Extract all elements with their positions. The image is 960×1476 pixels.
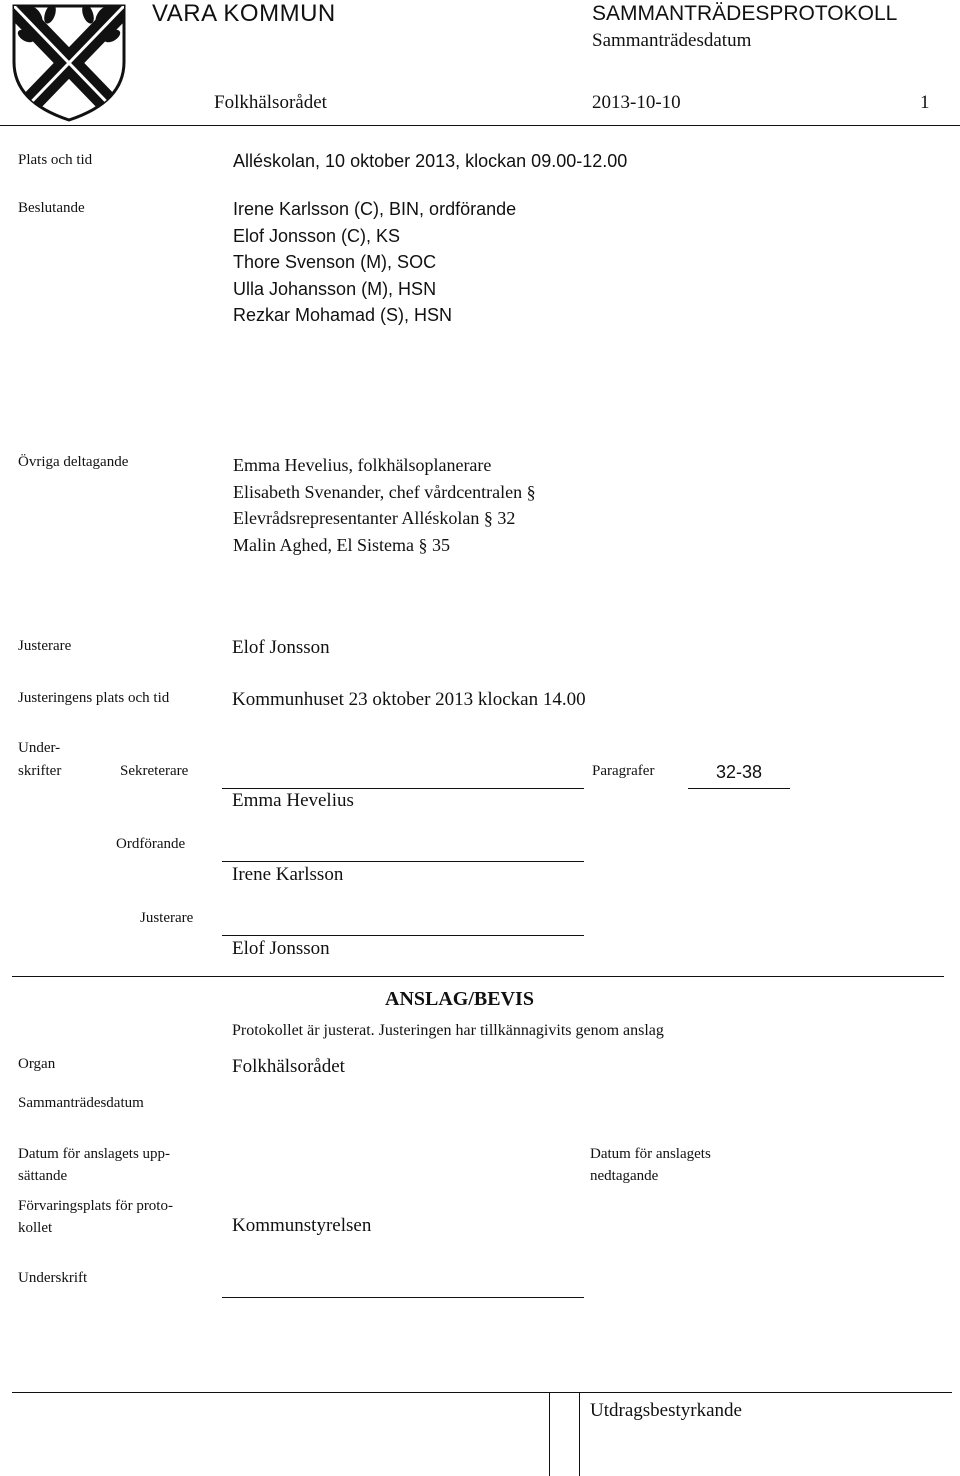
municipality-name: VARA KOMMUN bbox=[152, 0, 336, 27]
paragraphs-value: 32-38 bbox=[716, 762, 763, 782]
adjuster-signature-line[interactable] bbox=[222, 935, 584, 936]
header-date-label: Sammanträdesdatum bbox=[592, 30, 752, 51]
document-type: SAMMANTRÄDESPROTOKOLL bbox=[592, 2, 898, 25]
adjuster-sign-label: Justerare bbox=[140, 910, 194, 926]
secretary-name: Emma Hevelius bbox=[232, 790, 354, 811]
decider-item: Elof Jonsson (C), KS bbox=[233, 225, 401, 246]
adjuster-label: Justerare bbox=[18, 638, 72, 654]
other-participant: Emma Hevelius, folkhälsoplanerare bbox=[233, 455, 492, 475]
header-date: 2013-10-10 bbox=[592, 92, 681, 113]
others-list bbox=[233, 452, 536, 558]
removed-date-label-2: nedtagande bbox=[590, 1168, 659, 1184]
notice-signature-line[interactable] bbox=[222, 1297, 584, 1298]
place-value: Alléskolan, 10 oktober 2013, klockan 09.00-12.00 bbox=[233, 151, 628, 171]
notice-statement: Protokollet är justerat. Justeringen har tillkännagivits genom anslag bbox=[232, 1022, 664, 1039]
others-label: Övriga deltagande bbox=[18, 454, 129, 470]
paragraph-sign-icon: § bbox=[526, 481, 536, 502]
extract-certification-label: Utdragsbestyrkande bbox=[590, 1400, 742, 1421]
municipal-coat-of-arms-logo bbox=[6, 2, 132, 122]
header-body-name: Folkhälsorådet bbox=[214, 92, 327, 113]
paragraph-sign-icon: § bbox=[483, 508, 493, 528]
other-participant: Elisabeth Svenander, chef vårdcentralen § bbox=[233, 481, 536, 502]
paragraphs-underline bbox=[688, 788, 790, 789]
posted-date-label-2: sättande bbox=[18, 1168, 68, 1184]
secretary-signature-line[interactable] bbox=[222, 788, 584, 789]
footer-divider bbox=[12, 1392, 952, 1393]
footer-divider-vertical-1 bbox=[549, 1392, 550, 1476]
notice-title: ANSLAG/BEVIS bbox=[385, 988, 534, 1010]
decider-item: Thore Svenson (M), SOC bbox=[233, 252, 437, 272]
chair-signature-line[interactable] bbox=[222, 861, 584, 862]
place-label: Plats och tid bbox=[18, 152, 93, 168]
adjust-place-label: Justeringens plats och tid bbox=[18, 690, 170, 706]
deciders-label: Beslutande bbox=[18, 200, 85, 216]
chair-name: Irene Karlsson bbox=[232, 864, 344, 885]
decider-item: Irene Karlsson (C), BIN, ordförande bbox=[233, 199, 517, 219]
adjust-place-value: Kommunhuset 23 oktober 2013 klockan 14.00 bbox=[232, 689, 586, 710]
decider-item: Ulla Johansson (M), HSN bbox=[233, 278, 437, 299]
other-participant: Elevrådsrepresentanter Alléskolan § 32 bbox=[233, 508, 516, 528]
paragraph-sign-icon: § bbox=[418, 534, 428, 555]
secretary-label: Sekreterare bbox=[120, 763, 189, 779]
signature-label: Underskrift bbox=[18, 1270, 88, 1286]
posted-date-label-1: Datum för anslagets upp- bbox=[18, 1146, 171, 1162]
page-number: 1 bbox=[920, 92, 930, 113]
organ-label: Organ bbox=[18, 1056, 56, 1072]
section-divider bbox=[12, 976, 944, 977]
header-divider bbox=[0, 125, 960, 126]
decider-item: Rezkar Mohamad (S), HSN bbox=[233, 305, 453, 325]
adjuster-value: Elof Jonsson bbox=[232, 637, 330, 658]
chair-label: Ordförande bbox=[116, 836, 186, 852]
paragraphs-label: Paragrafer bbox=[592, 763, 655, 779]
storage-label-1: Förvaringsplats för proto- bbox=[18, 1198, 173, 1214]
adjuster-sign-name: Elof Jonsson bbox=[232, 938, 330, 959]
storage-value: Kommunstyrelsen bbox=[232, 1215, 372, 1236]
signatures-label-line2: skrifter bbox=[18, 763, 62, 779]
signatures-label-line1: Under- bbox=[18, 740, 61, 756]
removed-date-label-1: Datum för anslagets bbox=[590, 1146, 711, 1162]
footer-divider-vertical-2 bbox=[579, 1392, 580, 1476]
notice-date-label: Sammanträdesdatum bbox=[18, 1095, 144, 1111]
organ-value: Folkhälsorådet bbox=[232, 1056, 345, 1077]
deciders-list bbox=[233, 196, 516, 329]
other-participant: Malin Aghed, El Sistema § 35 bbox=[233, 534, 450, 555]
storage-label-2: kollet bbox=[18, 1220, 53, 1236]
